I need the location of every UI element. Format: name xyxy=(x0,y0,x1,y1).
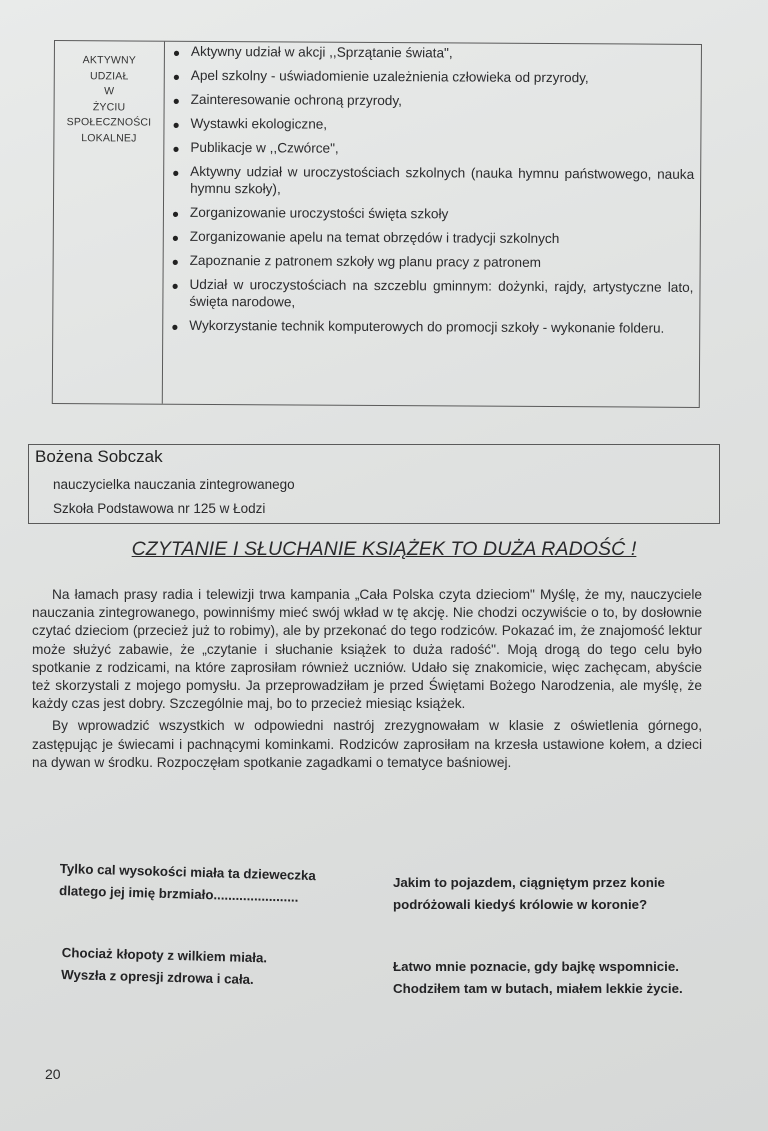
author-name: Bożena Sobczak xyxy=(35,447,163,466)
article-title: CZYTANIE I SŁUCHANIE KSIĄŻEK TO DUŻA RADOŚĆ ! xyxy=(131,538,637,560)
bullet-icon: ● xyxy=(172,45,181,60)
activity-list xyxy=(163,42,701,407)
list-item: ● Wykorzystanie technik komputerowych do promocji szkoły - wykonanie folderu. xyxy=(171,317,665,336)
category-line: LOKALNEJ xyxy=(81,131,137,145)
list-item: ● Zapoznanie z patronem szkoły wg planu pracy z patronem xyxy=(171,253,542,271)
list-item: ● Wystawki ekologiczne, xyxy=(172,116,328,133)
category-line: ŻYCIU xyxy=(92,100,126,113)
list-item: ● Zorganizowanie uroczystości święta szkoły xyxy=(171,204,449,222)
bullet-icon: ● xyxy=(171,279,179,294)
article-paragraph: By wprowadzić wszystkich w odpowiedni nastrój zrezygnowałam w klasie z oświetlenia górnego, zastępując je świecami i pachnącymi kominkami. Rodziców zaprosiłam na krzesła ustawione kołem, a dzieci na dywan w środku. Rozpoczęłam spotkanie zagadkami o tematyce baśniowej. xyxy=(32,718,702,770)
list-item: ● Udział w uroczystościach na szczeblu gminnym: dożynki, rajdy, artystyczne lato, święta narodowe, xyxy=(171,277,694,310)
list-item: ● Aktywny udział w uroczystościach szkolnych (nauka hymnu państwowego, nauka hymnu szkoły), xyxy=(172,164,695,197)
author-box xyxy=(28,444,720,524)
list-item: ● Zorganizowanie apelu na temat obrzędów i tradycji szkolnych xyxy=(171,228,560,247)
activity-table xyxy=(52,40,702,408)
bullet-icon: ● xyxy=(172,142,180,157)
bullet-icon: ● xyxy=(171,230,180,245)
bullet-icon: ● xyxy=(172,69,181,84)
list-item: ● Zainteresowanie ochroną przyrody, xyxy=(172,92,403,109)
bullet-icon: ● xyxy=(171,206,180,221)
activity-category-cell xyxy=(53,41,165,404)
article-paragraph: Na łamach prasy radia i telewizji trwa kampania „Cała Polska czyta dzieciom" Myślę, że my, nauczyciele nauczania zintegrowanego, powinniśmy mieć swój wkład w tę akcję. Nie chodzi oczywiście o to, by dosłownie czytać dzieciom (przecież już to robimy), ale by przekonać do tego rodziców. Pokazać im, że znajomość lektur może służyć zabawie, że „czytanie i słuchanie książek to duża radość". Moją drogą do tego celu było spotkanie z rodzicami, na które zaprosiłam również uczniów. Udało się znakomicie, więc zachęcam, abyście też skorzystali z mojego pomysłu. Ja przeprowadziłam je przed Świętami Bożego Narodzenia, ale myślę, że każdy czas jest dobry. Szczególnie maj, bo to przecież miesiąc książek. xyxy=(32,587,702,712)
bullet-icon: ● xyxy=(172,166,180,181)
category-line: AKTYWNY xyxy=(82,54,137,67)
page-number: 20 xyxy=(45,1066,61,1082)
riddle-2: Jakim to pojazdem, ciągniętym przez konie podróżowali kiedyś królowie w koronie? xyxy=(393,875,665,912)
bullet-icon: ● xyxy=(172,93,180,108)
list-item: ● Publikacje w ,,Czwórce", xyxy=(172,140,339,157)
list-item: ● Aktywny udział w akcji ,,Sprzątanie świata", xyxy=(172,43,453,61)
category-line: W xyxy=(104,85,115,98)
author-role: nauczycielka nauczania zintegrowanego xyxy=(53,477,295,492)
author-school: Szkoła Podstawowa nr 125 w Łodzi xyxy=(53,501,266,516)
riddle-1: Tylko cal wysokości miała ta dzieweczka dlatego jej imię brzmiało....................... xyxy=(58,860,317,905)
bullet-icon: ● xyxy=(171,254,179,270)
riddle-3: Chociaż kłopoty z wilkiem miała. Wyszła z opresji zdrowa i cała. xyxy=(60,944,268,988)
list-item: ● Apel szkolny - uświadomienie uzależnienia człowieka od przyrody, xyxy=(172,67,589,86)
riddle-4: Łatwo mnie poznacie, gdy bajkę wspomnicie. Chodziłem tam w butach, miałem lekkie życie. xyxy=(393,959,683,996)
category-line: SPOŁECZNOŚCI xyxy=(66,116,152,129)
category-line: UDZIAŁ xyxy=(89,69,129,82)
bullet-icon: ● xyxy=(172,118,180,133)
bullet-icon: ● xyxy=(171,319,179,334)
article-body xyxy=(32,586,702,776)
